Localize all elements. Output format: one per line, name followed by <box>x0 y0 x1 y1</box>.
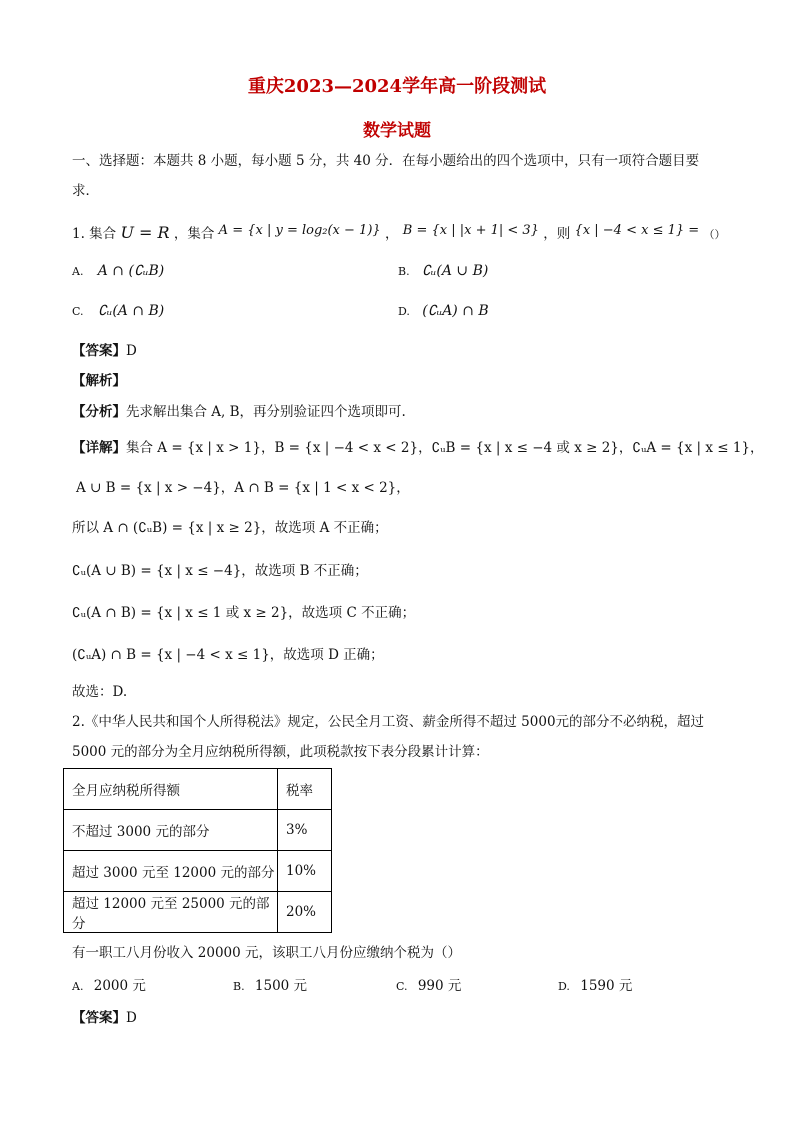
q2-option-c: C. 990 元 <box>396 978 462 994</box>
table-header-cell: 全月应纳税所得额 <box>64 769 278 810</box>
q1-answer: 【答案】D <box>72 343 137 359</box>
q1-detail-line3: 所以 A ∩ (∁ᵤB) = {x | x ≥ 2}，故选项 A 不正确； <box>72 520 388 536</box>
q1-analysis-tag: 【解析】 <box>72 373 126 389</box>
q1-detail-line2: A ∪ B = {x | x > −4}，A ∩ B = {x | 1 < x < 2}， <box>76 480 410 496</box>
q1-paren: （） <box>703 228 726 241</box>
q1-detail-line6: (∁ᵤA) ∩ B = {x | −4 < x ≤ 1}，故选项 D 正确； <box>72 647 384 663</box>
q1-option-a: A. A ∩ (∁ᵤB) <box>72 263 165 279</box>
q1-detail-line1: 【详解】集合 A = {x | x > 1}，B = {x | −4 < x < 2}，∁ᵤB = {x | x ≤ −4 或 x ≥ 2}，∁ᵤA = {x | x ≤ 1}， <box>72 440 764 456</box>
table-cell: 不超过 3000 元的部分 <box>64 810 278 851</box>
table-cell: 超过 3000 元至 12000 元的部分 <box>64 851 278 892</box>
q2-question: 有一职工八月份收入 20000 元，该职工八月份应缴纳个税为（） <box>72 945 462 961</box>
table-cell: 超过 12000 元至 25000 元的部分 <box>64 892 278 933</box>
q1-stem <box>72 224 725 244</box>
table-header-row <box>64 769 332 810</box>
table-row <box>64 851 332 892</box>
q1-option-d: D. (∁ᵤA) ∩ B <box>398 303 489 319</box>
q1-option-b: B. ∁ᵤ(A ∪ B) <box>398 263 489 279</box>
table-cell: 20% <box>278 892 332 933</box>
table-header-cell: 税率 <box>278 769 332 810</box>
q1-target-set: {x | −4 < x ≤ 1} = <box>574 223 700 238</box>
q1-detail-line4: ∁ᵤ(A ∪ B) = {x | x ≤ −4}，故选项 B 不正确； <box>72 563 368 579</box>
q2-stem-line1: 2.《中华人民共和国个人所得税法》规定，公民全月工资、薪金所得不超过 5000元的部分不必纳税，超过 <box>72 714 705 730</box>
q1-conclusion: 故选：D. <box>72 684 128 700</box>
q1-option-c: C. ∁ᵤ(A ∩ B) <box>72 303 165 319</box>
q1-set-b: B = {x | |x + 1| < 3} <box>402 223 539 238</box>
table-cell: 3% <box>278 810 332 851</box>
q1-detail-line5: ∁ᵤ(A ∩ B) = {x | x ≤ 1 或 x ≥ 2}，故选项 C 不正确； <box>72 605 416 621</box>
q1-set-a: A = {x | y = log₂(x − 1)} <box>218 223 381 238</box>
q1-sep2: ， <box>384 226 399 242</box>
q2-option-a: A. 2000 元 <box>72 978 146 994</box>
q2-stem-line2: 5000 元的部分为全月应纳税所得额，此项税款按下表分段累计计算： <box>72 744 489 760</box>
table-cell: 10% <box>278 851 332 892</box>
table-row <box>64 810 332 851</box>
q2-answer: 【答案】D <box>72 1010 137 1026</box>
tax-table <box>63 768 332 933</box>
page-title: 重庆2023—2024学年高一阶段测试 <box>247 76 547 97</box>
section-intro-line1: 一、选择题：本题共 8 小题，每小题 5 分，共 40 分．在每小题给出的四个选项中，只有一项符合题目要 <box>72 153 700 169</box>
section-intro-line2: 求． <box>72 183 99 199</box>
q2-option-b: B. 1500 元 <box>233 978 308 994</box>
subject-title: 数学试题 <box>363 121 431 141</box>
table-row <box>64 892 332 933</box>
q1-sep3: ，则 <box>543 226 571 242</box>
q1-sep1: ，集合 <box>173 226 215 242</box>
q1-universal-set: U = R <box>120 223 170 242</box>
q1-fenxi: 【分析】先求解出集合 A, B，再分别验证四个选项即可. <box>72 404 406 420</box>
q2-option-d: D. 1590 元 <box>558 978 633 994</box>
q1-number: 1. 集合 <box>72 226 117 242</box>
